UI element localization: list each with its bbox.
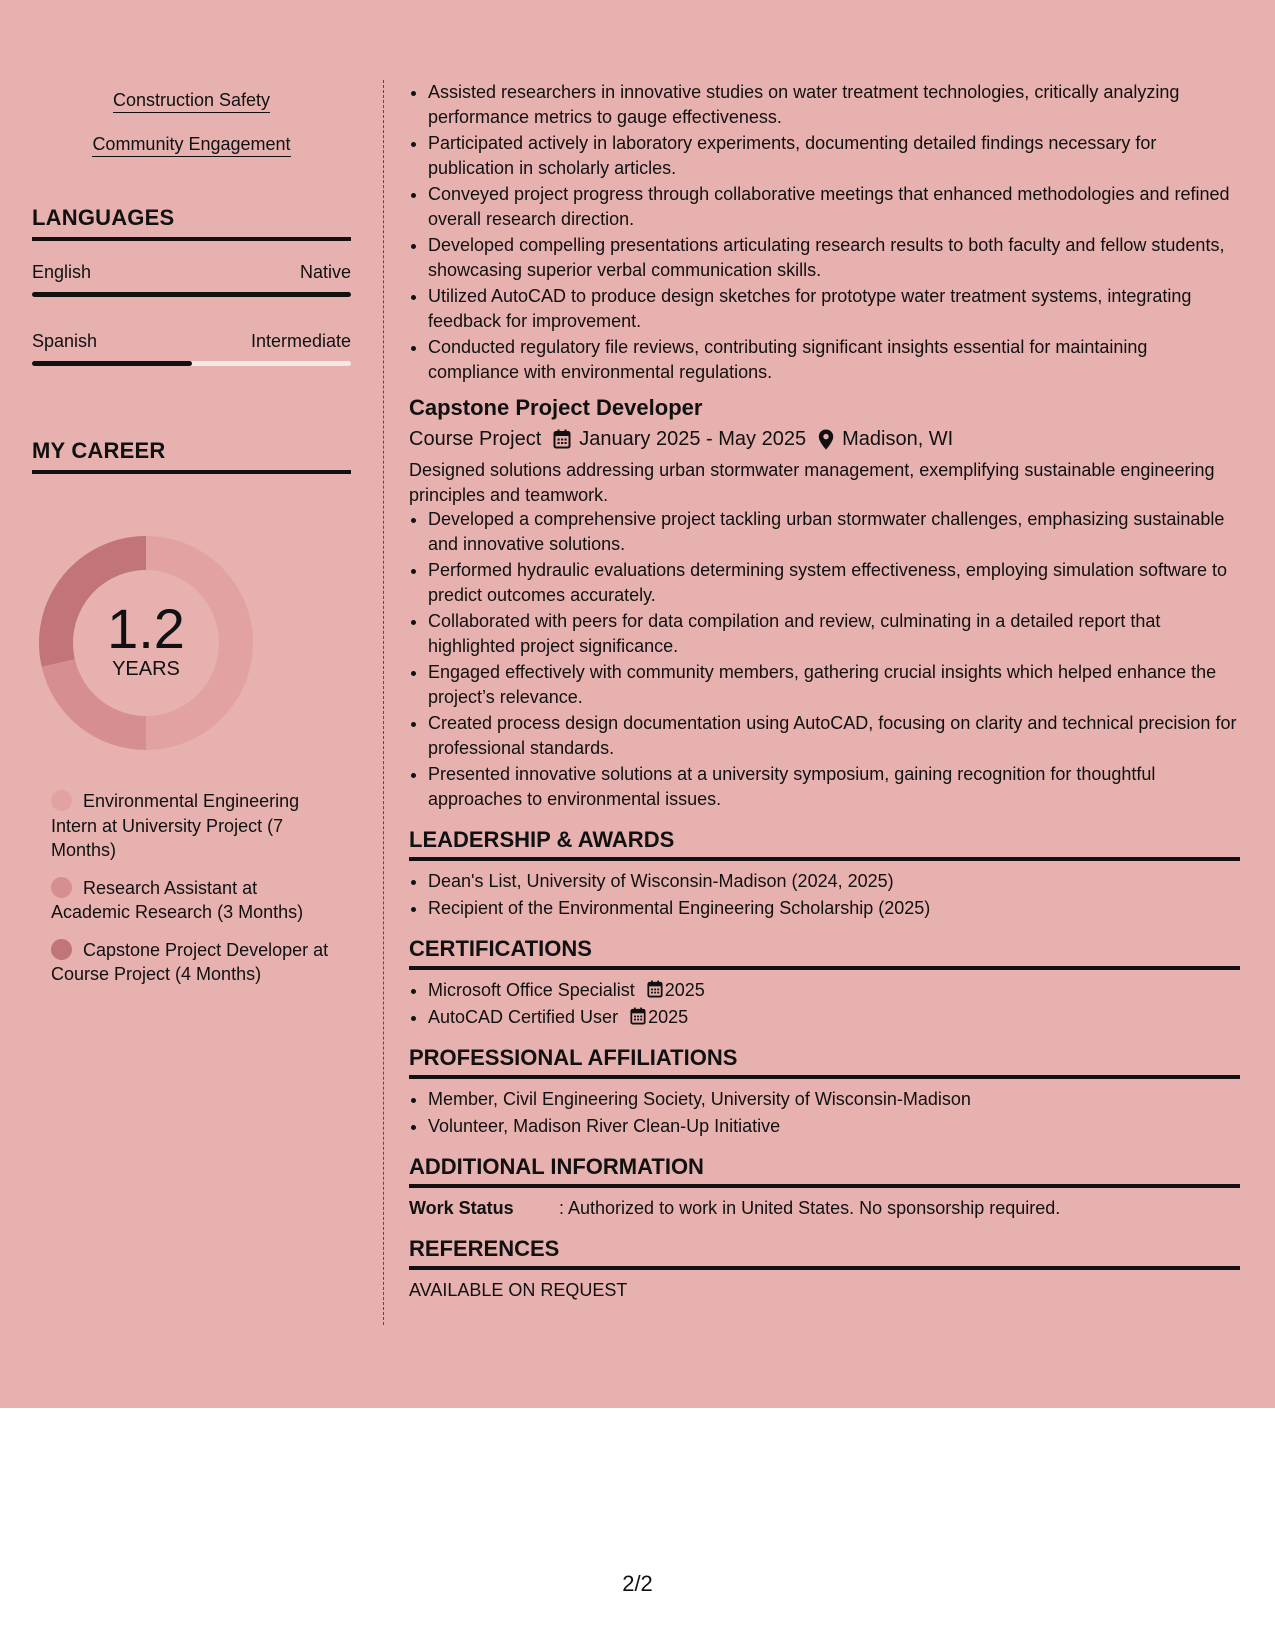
language-level: Intermediate xyxy=(250,331,351,351)
language-proficiency-fill xyxy=(32,361,192,366)
references-text: AVAILABLE ON REQUEST xyxy=(409,1280,628,1300)
right-column xyxy=(409,80,1240,1302)
bullet-item: • Conducted regulatory file reviews, contributing significant insights essential for maintaining compliance with environmental regulations. xyxy=(428,335,1240,384)
awards-list xyxy=(409,869,1240,920)
work-status-label: Work Status xyxy=(409,1198,514,1218)
bullet-item: • Created process design documentation using AutoCAD, focusing on clarity and technical precision for professional standards. xyxy=(428,711,1240,760)
legend-dot-icon xyxy=(51,877,72,898)
bullet-item: • Presented innovative solutions at a university symposium, gaining recognition for thoughtful approaches to environmental issues. xyxy=(428,762,1240,811)
certification-item xyxy=(428,1005,1240,1030)
bullet-item: • Performed hydraulic evaluations determining system effectiveness, employing simulation software to predict outcomes accurately. xyxy=(428,558,1240,607)
language-proficiency-fill xyxy=(32,292,351,297)
calendar-icon xyxy=(553,429,571,449)
affiliation-item: • Volunteer, Madison River Clean-Up Initiative xyxy=(428,1114,1240,1139)
bullet-item: • Participated actively in laboratory experiments, documenting detailed findings necessary for publication in scholarly articles. xyxy=(428,131,1240,180)
certification-name: Microsoft Office Specialist xyxy=(428,980,635,1000)
additional-info-heading: ADDITIONAL INFORMATION xyxy=(409,1154,1240,1188)
location-pin-icon xyxy=(818,429,834,450)
certifications-list xyxy=(409,978,1240,1029)
previous-role-bullets xyxy=(409,80,1240,384)
bullet-item: • Assisted researchers in innovative studies on water treatment technologies, critically analyzing performance metrics to gauge effectiveness. xyxy=(428,80,1240,129)
job-bullets xyxy=(409,507,1240,811)
bullet-item: • Conveyed project progress through collaborative meetings that enhanced methodologies and refined overall research direction. xyxy=(428,182,1240,231)
award-item: • Recipient of the Environmental Engineering Scholarship (2025) xyxy=(428,896,1240,921)
certification-year: 2025 xyxy=(648,1006,689,1027)
work-status-row xyxy=(409,1196,1240,1220)
language-english xyxy=(32,261,351,297)
career-donut-chart xyxy=(34,531,258,755)
bullet-item: • Developed a comprehensive project tackling urban stormwater challenges, emphasizing sustainable and innovative solutions. xyxy=(428,507,1240,556)
language-proficiency-bar xyxy=(32,292,351,297)
certification-item xyxy=(428,978,1240,1003)
career-total-value: 1.2 xyxy=(107,597,185,660)
language-name: Spanish xyxy=(32,331,98,351)
affiliations-list xyxy=(409,1087,1240,1138)
job-title: Capstone Project Developer xyxy=(409,395,703,420)
award-item: • Dean's List, University of Wisconsin-Madison (2024, 2025) xyxy=(428,869,1240,894)
certification-name: AutoCAD Certified User xyxy=(428,1006,619,1027)
left-column xyxy=(32,0,351,474)
bullet-item: • Developed compelling presentations articulating research results to both faculty and fellow students, showcasing superior verbal communication skills. xyxy=(428,233,1240,282)
certifications-heading: CERTIFICATIONS xyxy=(409,936,1240,970)
language-spanish xyxy=(32,330,351,366)
bullet-item: • Utilized AutoCAD to produce design sketches for prototype water treatment systems, integrating feedback for improvement. xyxy=(428,284,1240,333)
language-level: Native xyxy=(299,262,351,282)
affiliation-item: • Member, Civil Engineering Society, University of Wisconsin-Madison xyxy=(428,1087,1240,1112)
calendar-icon xyxy=(647,980,663,998)
job-location: Madison, WI xyxy=(842,428,954,450)
career-heading: MY CAREER xyxy=(32,438,351,474)
job-summary: Designed solutions addressing urban stormwater management, exemplifying sustainable engineering principles and teamwork. xyxy=(409,460,1215,505)
career-total xyxy=(34,531,258,755)
certification-year: 2025 xyxy=(664,980,705,1000)
job-meta xyxy=(409,426,1240,452)
career-legend-item xyxy=(51,876,331,925)
awards-heading: LEADERSHIP & AWARDS xyxy=(409,827,1240,861)
bullet-item: • Engaged effectively with community members, gathering crucial insights which helped enhance the project’s relevance. xyxy=(428,660,1240,709)
page-number: 2/2 xyxy=(622,1571,653,1596)
work-status-value: : Authorized to work in United States. No sponsorship required. xyxy=(559,1198,1061,1218)
legend-dot-icon xyxy=(51,790,72,811)
language-name: English xyxy=(32,262,92,282)
legend-label: Research Assistant at Academic Research (3 Months) xyxy=(51,877,304,922)
career-legend-item xyxy=(51,938,331,987)
skill-construction-safety: Construction Safety xyxy=(113,89,270,113)
career-legend-item xyxy=(51,789,331,863)
references-heading: REFERENCES xyxy=(409,1236,1240,1270)
column-divider xyxy=(383,80,384,1325)
legend-label: Environmental Engineering Intern at University Project (7 Months) xyxy=(51,791,300,860)
legend-dot-icon xyxy=(51,939,72,960)
skill-community-engagement: Community Engagement xyxy=(92,133,290,157)
language-proficiency-bar xyxy=(32,361,351,366)
affiliations-heading: PROFESSIONAL AFFILIATIONS xyxy=(409,1045,1240,1079)
bullet-item: • Collaborated with peers for data compilation and review, culminating in a detailed report that highlighted project significance. xyxy=(428,609,1240,658)
calendar-icon xyxy=(630,1007,646,1025)
legend-label: Capstone Project Developer at Course Project (4 Months) xyxy=(51,939,329,984)
job-company: Course Project xyxy=(409,428,542,450)
languages-heading: LANGUAGES xyxy=(32,205,351,241)
job-dates: January 2025 - May 2025 xyxy=(579,428,807,450)
career-total-unit: YEARS xyxy=(112,658,180,680)
career-legend xyxy=(51,789,331,1000)
